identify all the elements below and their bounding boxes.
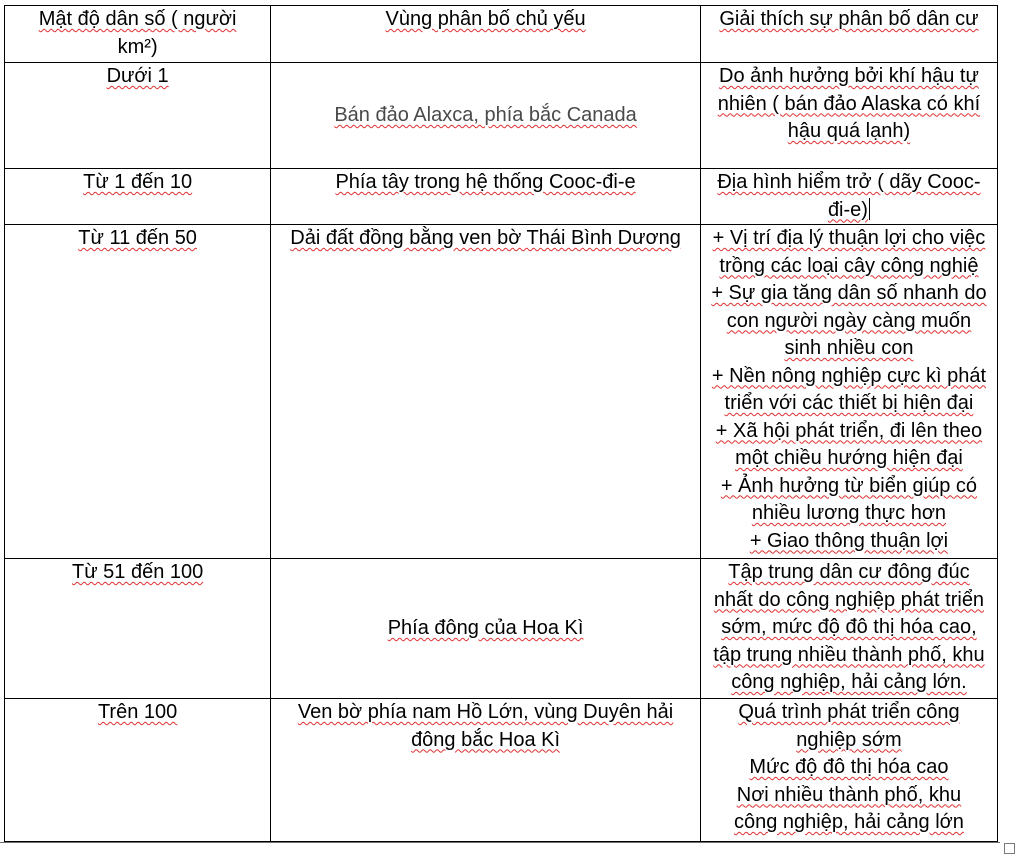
header-density-line2: km²) bbox=[117, 35, 158, 58]
row2-explain-line: đi-e) bbox=[827, 198, 868, 221]
table-row bbox=[5, 169, 998, 225]
header-region-cell[interactable] bbox=[271, 6, 701, 63]
row4-explain-line: nhất do công nghiệp phát triển bbox=[713, 588, 985, 611]
row1-density-cell[interactable] bbox=[5, 63, 271, 169]
row4-density: Từ 51 đến 100 bbox=[71, 561, 204, 583]
table-row bbox=[5, 699, 998, 842]
header-density-cell[interactable] bbox=[5, 6, 271, 63]
row5-region-line2: đông bắc Hoa Kì bbox=[411, 728, 561, 751]
row5-region-line1: Ven bờ phía nam Hồ Lớn, vùng Duyên hải bbox=[297, 701, 674, 723]
row1-explain-cell[interactable] bbox=[700, 63, 997, 169]
row5-region-cell[interactable] bbox=[271, 699, 701, 842]
row1-region-cell[interactable] bbox=[271, 63, 701, 169]
row4-explain-cell[interactable] bbox=[700, 559, 997, 699]
table-resize-handle[interactable] bbox=[1004, 843, 1015, 854]
header-density-line1: Mật độ dân số ( người bbox=[38, 8, 237, 30]
table-row bbox=[5, 63, 998, 169]
row3-explain-line: + Nền nông nghiệp cực kì phát bbox=[711, 364, 987, 387]
row4-region: Phía đông của Hoa Kì bbox=[387, 616, 584, 639]
row3-explain-line: + Xã hội phát triển, đi lên theo bbox=[715, 419, 983, 442]
row3-density-cell[interactable] bbox=[5, 225, 271, 559]
row3-explain-line: một chiều hướng hiện đại bbox=[735, 447, 963, 469]
row3-region-cell[interactable] bbox=[271, 225, 701, 559]
table-row bbox=[5, 559, 998, 699]
row5-explain-line: công nghiệp, hải cảng lớn bbox=[733, 811, 964, 833]
row4-explain-line: tập trung nhiều thành phố, khu bbox=[713, 643, 985, 666]
row5-explain-line: Quá trình phát triển công bbox=[738, 701, 960, 723]
row2-region-cell[interactable] bbox=[271, 169, 701, 225]
row3-density: Từ 11 đến 50 bbox=[78, 227, 197, 249]
row4-region-cell[interactable] bbox=[271, 559, 701, 699]
row2-explain-line: Địa hình hiểm trở ( dãy Cooc- bbox=[717, 171, 981, 193]
row2-density: Từ 1 đến 10 bbox=[83, 171, 193, 193]
row1-explain-line: hậu quá lạnh) bbox=[787, 120, 911, 142]
row1-density: Dưới 1 bbox=[106, 65, 169, 87]
row2-explain-cell[interactable] bbox=[700, 169, 997, 225]
text-cursor bbox=[869, 198, 870, 220]
row5-density-cell[interactable] bbox=[5, 699, 271, 842]
row3-explain-cell[interactable] bbox=[700, 225, 997, 559]
row3-explain-line: nhiều lương thực hơn bbox=[751, 502, 947, 524]
row5-explain-line: nghiệp sớm bbox=[796, 728, 902, 751]
row3-explain-line: trồng các loại cây công nghiệ bbox=[719, 254, 979, 277]
row3-explain-line: + Giao thông thuận lợi bbox=[749, 529, 949, 552]
row3-explain-line: + Ảnh hưởng từ biển giúp có bbox=[720, 474, 978, 497]
row5-explain-line: Nơi nhiều thành phố, khu bbox=[736, 783, 962, 806]
row4-explain-line: sớm, mức độ đô thị hóa cao, bbox=[721, 616, 977, 638]
row5-explain-line: Mức độ đô thị hóa cao bbox=[749, 756, 949, 778]
row3-explain-line: triển với các thiết bị hiện đại bbox=[724, 392, 974, 414]
row4-density-cell[interactable] bbox=[5, 559, 271, 699]
row5-explain-cell[interactable] bbox=[700, 699, 997, 842]
table-header-row bbox=[5, 6, 998, 63]
row3-region: Dải đất đồng bằng ven bờ Thái Bình Dương bbox=[290, 227, 681, 249]
row3-explain-line: + Vị trí địa lý thuận lợi cho việc bbox=[712, 227, 986, 249]
row3-explain-line: con người ngày càng muốn bbox=[726, 309, 972, 332]
page-bottom-rule bbox=[0, 842, 1000, 843]
row4-explain-line: công nghiệp, hải cảng lớn. bbox=[731, 671, 967, 693]
row1-explain-line: nhiên ( bán đảo Alaska có khí bbox=[717, 92, 981, 115]
header-explain-cell[interactable] bbox=[700, 6, 997, 63]
row2-density-cell[interactable] bbox=[5, 169, 271, 225]
row5-density: Trên 100 bbox=[97, 701, 178, 723]
table-row bbox=[5, 225, 998, 559]
population-density-table bbox=[4, 5, 998, 842]
header-explain-text: Giải thích sự phân bố dân cư bbox=[719, 8, 979, 30]
row1-explain-line: Do ảnh hưởng bởi khí hậu tự bbox=[719, 65, 979, 87]
row1-region: Bán đảo Alaxca, phía bắc Canada bbox=[334, 103, 637, 126]
row3-explain-line: + Sự gia tăng dân số nhanh do bbox=[711, 282, 987, 304]
row3-explain-line: sinh nhiều con bbox=[784, 337, 914, 359]
header-region-text: Vùng phân bố chủ yếu bbox=[385, 8, 586, 30]
row2-region: Phía tây trong hệ thống Cooc-đi-e bbox=[335, 171, 636, 193]
row4-explain-line: Tập trung dân cư đông đúc bbox=[728, 561, 970, 583]
